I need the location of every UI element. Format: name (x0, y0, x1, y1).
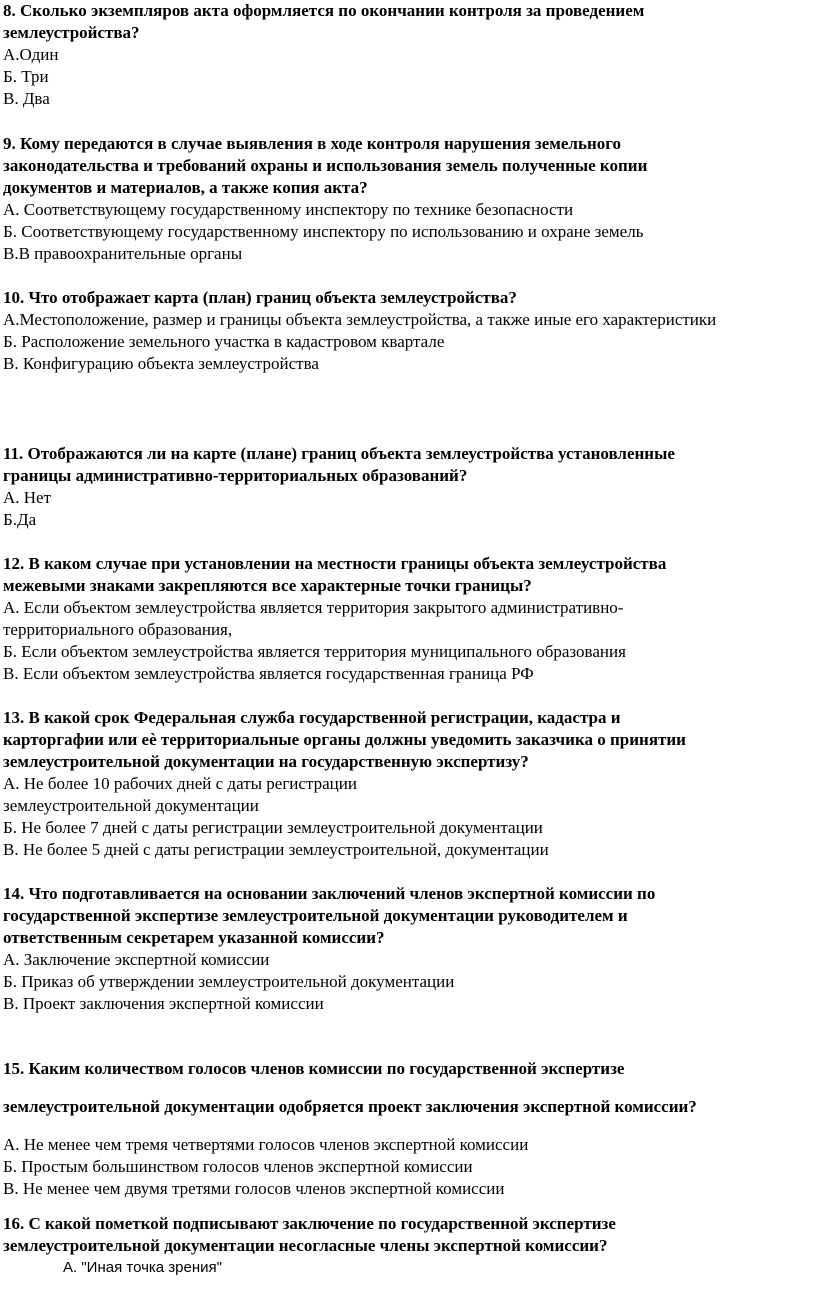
answer-option: Б. Соответствующему государственному инспектору по использованию и охране земель (3, 222, 644, 241)
question-15 (3, 1058, 815, 1200)
answer-option: А.Местоположение, размер и границы объекта землеустройства, а также иные его характеристики (3, 310, 717, 329)
question-16 (3, 1213, 815, 1279)
answer-option: А.Один (3, 45, 59, 64)
question-14 (3, 883, 815, 1015)
question-title: 9. Кому передаются в случае выявления в ходе контроля нарушения земельного законодательства и требований охраны и использования земель полученные копии документов и материалов, а также копия акта? (3, 134, 648, 197)
question-8 (3, 0, 815, 110)
answer-option: В. Два (3, 89, 50, 108)
answer-option: Б. Три (3, 67, 49, 86)
answer-option: Б. Приказ об утверждении землеустроительной документации (3, 972, 455, 991)
answer-option: А. "Иная точка зрения" (63, 1259, 222, 1276)
answer-option: Б. Простым большинством голосов членов экспертной комиссии (3, 1157, 473, 1176)
answer-option: А. Не менее чем тремя четвертями голосов членов экспертной комиссии (3, 1135, 529, 1154)
question-title: 12. В каком случае при установлении на местности границы объекта землеустройства межевыми знаками закрепляются все характерные точки границы? (3, 554, 667, 595)
answer-option: В. Не менее чем двумя третями голосов членов экспертной комиссии (3, 1179, 505, 1198)
question-title: 8. Сколько экземпляров акта оформляется по окончании контроля за проведением землеустройства? (3, 1, 645, 42)
answer-option: А. Не более 10 рабочих дней с даты регистрации землеустроительной документации (3, 774, 357, 815)
question-title: 10. Что отображает карта (план) границ объекта землеустройства? (3, 288, 517, 307)
question-12 (3, 553, 815, 685)
answer-option: А. Соответствующему государственному инспектору по технике безопасности (3, 200, 574, 219)
answer-option: Б.Да (3, 510, 37, 529)
answer-option: А. Заключение экспертной комиссии (3, 950, 270, 969)
answer-option: Б. Если объектом землеустройства является территория муниципального образования (3, 642, 626, 661)
question-10 (3, 287, 815, 375)
question-title: 16. С какой пометкой подписывают заключение по государственной экспертизе землеустроительной документации несогласные члены экспертной комиссии? (3, 1214, 616, 1255)
answer-option: В. Проект заключения экспертной комиссии (3, 994, 324, 1013)
answer-option: Б. Не более 7 дней с даты регистрации землеустроительной документации (3, 818, 543, 837)
answer-option: В. Если объектом землеустройства является государственная граница РФ (3, 664, 534, 683)
question-title: 15. Каким количеством голосов членов комиссии по государственной экспертизе (3, 1059, 625, 1078)
answer-option: А. Если объектом землеустройства является территория закрытого административно- территориального образования, (3, 598, 624, 639)
question-title: 11. Отображаются ли на карте (плане) границ объекта землеустройства установленные границы административно-территориальных образований? (3, 444, 675, 485)
answer-option: В. Не более 5 дней с даты регистрации землеустроительной, документации (3, 840, 549, 859)
answer-option: Б. Расположение земельного участка в кадастровом квартале (3, 332, 445, 351)
question-title: 13. В какой срок Федеральная служба государственной регистрации, кадастра и карторгафии или еѐ территориальные органы должны уведомить заказчика о принятии землеустроительной документации на государственную экспертизу? (3, 708, 686, 771)
question-title-continued: землеустроительной документации одобряется проект заключения экспертной комиссии? (3, 1097, 697, 1116)
question-11 (3, 443, 815, 531)
answer-option: В.В правоохранительные органы (3, 244, 243, 263)
question-title: 14. Что подготавливается на основании заключений членов экспертной комиссии по государственной экспертизе землеустроительной документации руководителем и ответственным секретарем указанной комиссии? (3, 884, 656, 947)
question-9 (3, 133, 815, 265)
answer-option: А. Нет (3, 488, 52, 507)
question-13 (3, 707, 815, 861)
answer-option: В. Конфигурацию объекта землеустройства (3, 354, 319, 373)
